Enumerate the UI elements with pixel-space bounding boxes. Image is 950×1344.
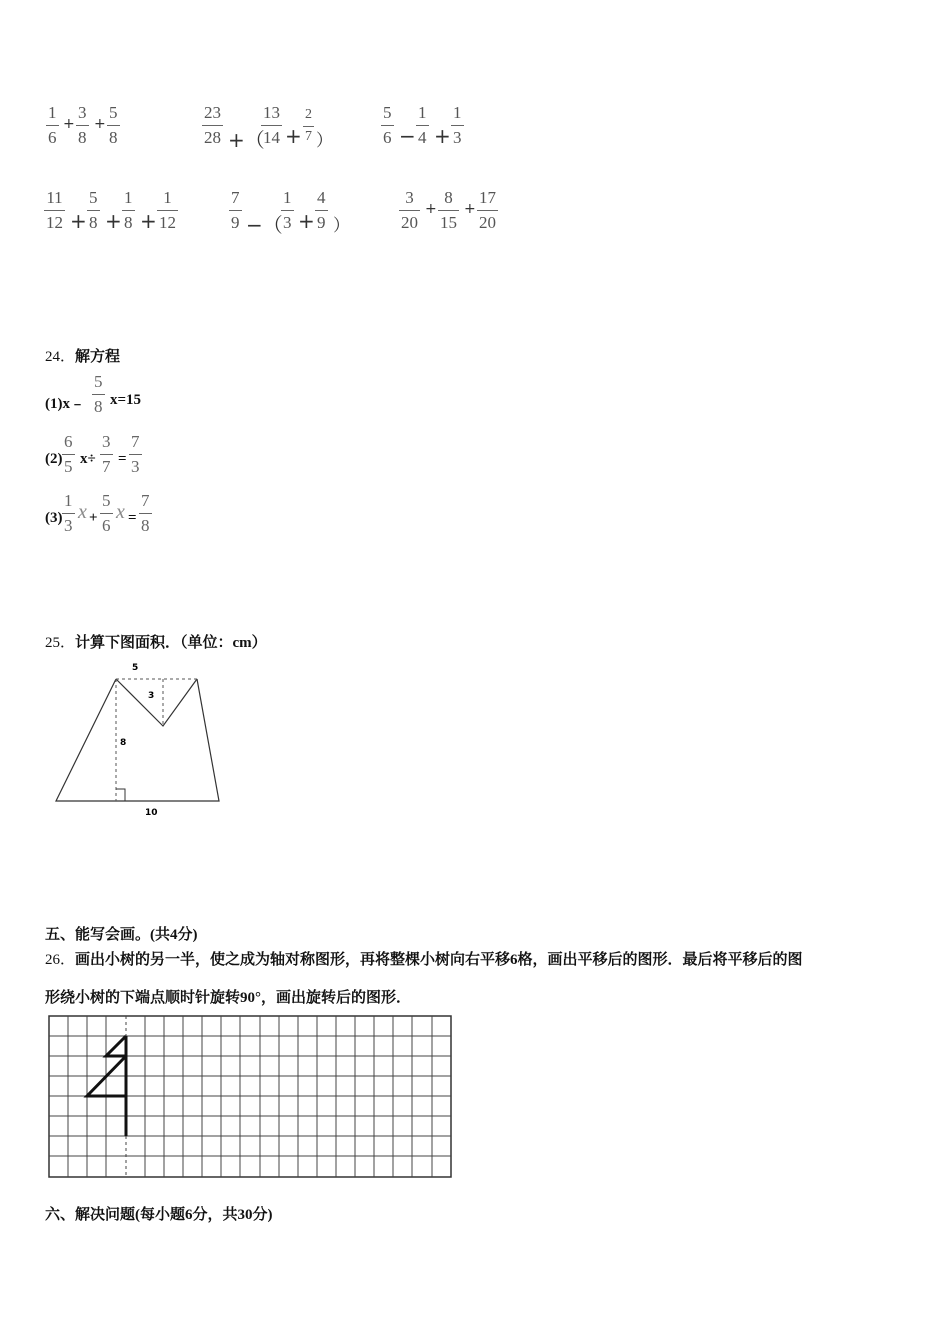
operator: + — [464, 201, 476, 217]
fraction: 5 8 — [89, 188, 98, 232]
fraction: 5 8 — [94, 372, 103, 416]
fraction: 7 8 — [141, 491, 150, 535]
question-26-line1: 26．画出小树的另一半，使之成为轴对称图形，再将整棵小树向右平移6格，画出平移后的图形．最后将平移后的图 — [45, 952, 803, 968]
equation-3-label: (3) — [45, 510, 63, 526]
fraction: 7 9 — [231, 188, 240, 232]
operator: −（ — [246, 213, 283, 237]
variable-x: x — [116, 501, 125, 523]
trapezoid-outline — [56, 679, 219, 801]
fraction: 5 8 — [109, 103, 118, 147]
fraction: 2 7 — [305, 107, 312, 144]
operator: + — [94, 116, 106, 132]
operator: + — [298, 209, 315, 233]
question-26-line2: 形绕小树的下端点顺时针旋转90°，画出旋转后的图形． — [45, 990, 412, 1006]
fraction: 5 6 — [383, 103, 392, 147]
fraction: 3 8 — [78, 103, 87, 147]
close-paren: ） — [316, 131, 333, 151]
fraction: 23 28 — [204, 103, 221, 147]
variable-x: x — [78, 501, 87, 523]
question-24-heading: 24．解方程 — [45, 349, 121, 365]
notch-outline — [116, 679, 197, 726]
close-paren: ） — [333, 216, 350, 236]
operator: +（ — [228, 128, 265, 152]
fraction: 8 15 — [440, 188, 457, 232]
label-depth: 3 — [148, 691, 155, 701]
equals-sign: = — [118, 451, 127, 467]
operator: + — [425, 201, 437, 217]
fraction: 7 3 — [131, 432, 140, 476]
equation-2-label: (2) — [45, 451, 63, 467]
operator: + — [285, 124, 302, 148]
fraction: 3 20 — [401, 188, 418, 232]
fraction: 4 9 — [317, 188, 326, 232]
equation-1-rest: x=15 — [110, 392, 142, 408]
right-angle-mark — [116, 789, 125, 801]
fraction: 1 12 — [159, 188, 176, 232]
section-6-title: 六、解决问题(每小题6分，共30分) — [45, 1207, 273, 1223]
fraction: 1 3 — [283, 188, 292, 232]
section-5-title: 五、能写会画。(共4分) — [45, 927, 198, 943]
equation-1-label: (1)x﹣ — [45, 396, 85, 412]
fraction: 1 4 — [418, 103, 427, 147]
operator: + — [63, 116, 75, 132]
fraction: 5 6 — [102, 491, 111, 535]
operator: − — [399, 124, 416, 148]
operator: + — [434, 124, 451, 148]
fraction: 13 14 — [263, 103, 280, 147]
fraction: 1 3 — [453, 103, 462, 147]
fraction: 3 7 — [102, 432, 111, 476]
fraction: 6 5 — [64, 432, 73, 476]
fraction: 1 3 — [64, 491, 73, 535]
equation-2-mid: x÷ — [80, 451, 96, 467]
fraction: 11 12 — [46, 188, 63, 232]
question-25-heading: 25．计算下图面积．（单位：cm） — [45, 635, 267, 651]
fraction: 1 6 — [48, 103, 57, 147]
label-bottom: 10 — [145, 808, 158, 818]
plus-sign: + — [89, 510, 98, 526]
operator: + — [140, 209, 157, 233]
label-height: 8 — [120, 738, 127, 748]
operator: + — [105, 209, 122, 233]
equals-sign: = — [128, 510, 137, 526]
operator: + — [70, 209, 87, 233]
fraction: 1 8 — [124, 188, 133, 232]
fraction: 17 20 — [479, 188, 496, 232]
label-top: 5 — [132, 663, 139, 673]
